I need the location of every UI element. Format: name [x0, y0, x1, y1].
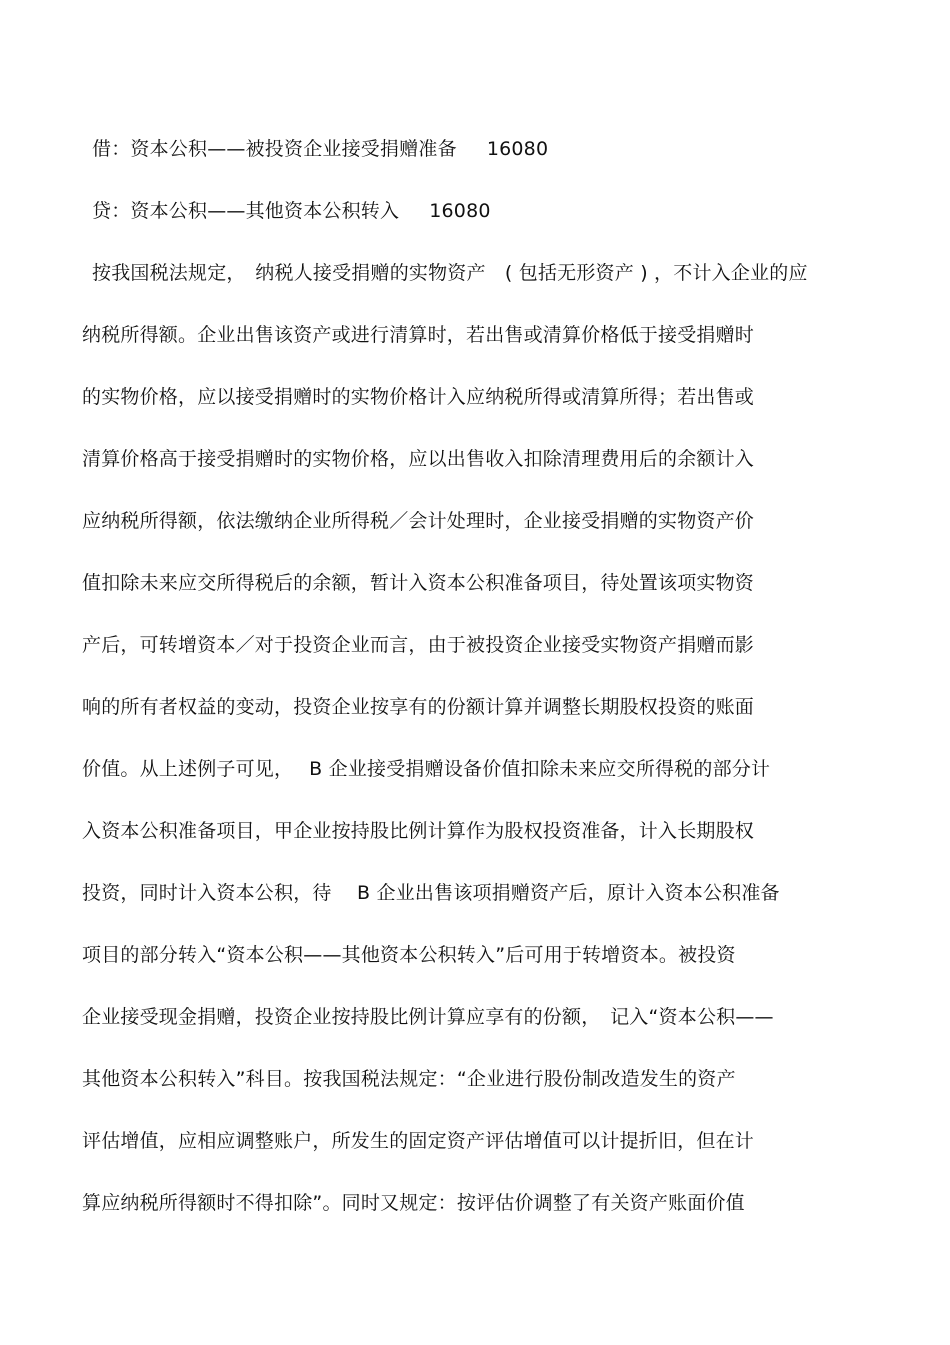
paragraph-line: 其他资本公积转入”科目。按我国税法规定：“企业进行股份制改造发生的资产: [82, 1068, 736, 1090]
paragraph-line: 清算价格高于接受捐赠时的实物价格，应以出售收入扣除清理费用后的余额计入: [82, 448, 755, 470]
paragraph-line: 项目的部分转入“资本公积——其他资本公积转入”后可用于转增资本。被投资: [82, 944, 736, 966]
paragraph-line: 值扣除未来应交所得税后的余额，暂计入资本公积准备项目，待处置该项实物资: [82, 572, 755, 594]
paragraph-line: 算应纳税所得额时不得扣除”。同时又规定：按评估价调整了有关资产账面价值: [82, 1192, 745, 1214]
paragraph-line: 的实物价格，应以接受捐赠时的实物价格计入应纳税所得或清算所得；若出售或: [82, 386, 755, 408]
paragraph-line: 产后，可转增资本／对于投资企业而言，由于被投资企业接受实物资产捐赠而影: [82, 634, 755, 656]
debit-amount: 16080: [486, 138, 549, 160]
debit-entry: [92, 137, 548, 161]
paragraph-line: 企业接受现金捐赠，投资企业按持股比例计算应享有的份额， 记入“资本公积——: [82, 1006, 774, 1028]
paragraph-line: 评估增值，应相应调整账户，所发生的固定资产评估增值可以计提折旧，但在计: [82, 1130, 755, 1152]
paragraph-line: 响的所有者权益的变动，投资企业按享有的份额计算并调整长期股权投资的账面: [82, 696, 755, 718]
credit-label: 贷：资本公积——其他资本公积转入: [92, 200, 400, 222]
paragraph-line: 投资，同时计入资本公积，待 B 企业出售该项捐赠资产后，原计入资本公积准备: [82, 882, 780, 904]
paragraph-line: 纳税所得额。企业出售该资产或进行清算时，若出售或清算价格低于接受捐赠时: [82, 324, 755, 346]
credit-entry: [92, 199, 491, 223]
paragraph-line: 应纳税所得额，依法缴纳企业所得税／会计处理时，企业接受捐赠的实物资产价: [82, 510, 755, 532]
debit-label: 借：资本公积——被投资企业接受捐赠准备: [92, 138, 457, 160]
paragraph-line: 入资本公积准备项目，甲企业按持股比例计算作为股权投资准备，计入长期股权: [82, 820, 755, 842]
paragraph-line: 按我国税法规定， 纳税人接受捐赠的实物资产 ( 包括无形资产 ) ，不计入企业的应: [92, 262, 808, 284]
credit-amount: 16080: [429, 200, 491, 222]
paragraph-line: 价值。从上述例子可见， B 企业接受捐赠设备价值扣除未来应交所得税的部分计: [82, 758, 771, 780]
